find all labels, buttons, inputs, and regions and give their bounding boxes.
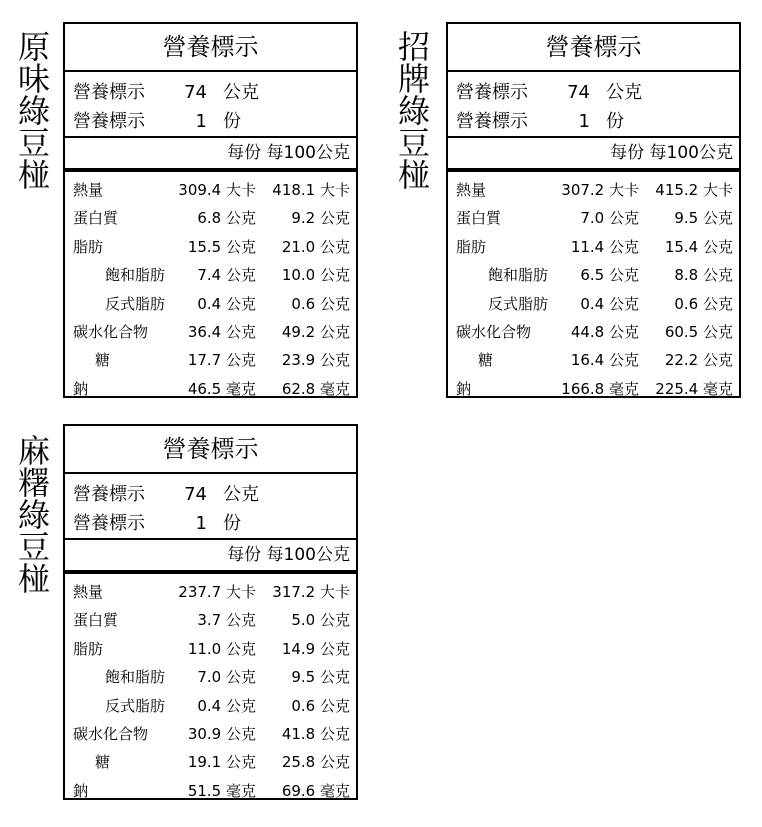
product-name-mochi: 麻糬綠豆椪 (13, 434, 51, 594)
per-100-value: 5.0 公克 (291, 611, 350, 630)
per-serving-value: 7.4 公克 (197, 266, 256, 285)
table-row (448, 233, 739, 261)
serving-size-value: 74 (567, 82, 590, 103)
per-serving-value: 16.4 公克 (570, 351, 639, 370)
table-row (448, 204, 739, 232)
column-header (448, 138, 739, 172)
col-per-serving: 每份 (227, 143, 262, 163)
nutrient-name: 蛋白質 (456, 209, 502, 228)
nutrient-name: 熱量 (73, 583, 104, 601)
per-100-value: 41.8 公克 (281, 724, 350, 743)
nutrient-name: 鈉 (73, 379, 89, 398)
nutrient-name: 糖 (478, 351, 494, 370)
table-row (448, 290, 739, 318)
serving-section (65, 474, 356, 540)
table-row (65, 261, 356, 289)
product-name-signature: 招牌綠豆椪 (393, 30, 431, 190)
per-100-value: 225.4 毫克 (655, 379, 733, 398)
nutrient-name: 熱量 (456, 181, 487, 199)
serving-section (448, 72, 739, 138)
per-serving-value: 17.7 公克 (187, 351, 256, 370)
per-serving-value: 11.0 公克 (187, 639, 256, 658)
label-title: 營養標示 (448, 24, 739, 72)
col-per-serving: 每份 (610, 143, 645, 163)
table-row (65, 318, 356, 346)
per-serving-value: 237.7 大卡 (178, 583, 256, 601)
col-per-100: 每100公克 (266, 545, 350, 565)
nutrient-name: 鈉 (456, 379, 472, 398)
per-100-value: 0.6 公克 (291, 294, 350, 313)
serving-size-value: 74 (184, 484, 207, 505)
nutrient-name: 飽和脂肪 (105, 668, 166, 687)
per-100-value: 49.2 公克 (281, 322, 350, 341)
per-100-value: 21.0 公克 (281, 237, 350, 256)
serving-size-unit: 公克 (223, 82, 259, 103)
table-row (65, 720, 356, 748)
nutrient-name: 蛋白質 (73, 611, 119, 630)
serving-size-unit: 公克 (606, 82, 642, 103)
per-100-value: 15.4 公克 (664, 237, 733, 256)
serving-size-label: 營養標示 (456, 82, 528, 103)
servings-value: 1 (578, 111, 590, 132)
table-row (448, 346, 739, 374)
serving-size-label: 營養標示 (73, 484, 145, 505)
per-100-value: 62.8 毫克 (281, 379, 350, 398)
nutrient-rows (65, 172, 356, 403)
product-name-original: 原味綠豆椪 (13, 30, 51, 190)
table-row (65, 176, 356, 204)
servings-unit: 份 (223, 111, 241, 132)
table-row (448, 176, 739, 204)
per-100-value: 418.1 大卡 (272, 181, 350, 199)
per-serving-value: 30.9 公克 (187, 724, 256, 743)
per-serving-value: 44.8 公克 (570, 322, 639, 341)
col-per-serving: 每份 (227, 545, 262, 565)
per-serving-value: 46.5 毫克 (187, 379, 256, 398)
servings-label: 營養標示 (456, 111, 528, 132)
per-100-value: 25.8 公克 (281, 753, 350, 772)
serving-size-label: 營養標示 (73, 82, 145, 103)
per-100-value: 23.9 公克 (281, 351, 350, 370)
per-100-value: 0.6 公克 (674, 294, 733, 313)
per-serving-value: 309.4 大卡 (178, 181, 256, 199)
col-per-100: 每100公克 (649, 143, 733, 163)
per-serving-value: 7.0 公克 (197, 668, 256, 687)
per-serving-value: 51.5 毫克 (187, 781, 256, 800)
nutrient-name: 脂肪 (73, 237, 104, 256)
column-header (65, 540, 356, 574)
nutrient-name: 糖 (95, 753, 111, 772)
table-row (65, 663, 356, 691)
table-row (65, 578, 356, 606)
nutrient-name: 碳水化合物 (73, 322, 149, 341)
table-row (65, 375, 356, 403)
label-title: 營養標示 (65, 24, 356, 72)
table-row (65, 204, 356, 232)
label-title: 營養標示 (65, 426, 356, 474)
nutrient-name: 反式脂肪 (105, 294, 166, 313)
nutrient-name: 碳水化合物 (73, 724, 149, 743)
nutrient-name: 反式脂肪 (105, 696, 166, 715)
per-100-value: 14.9 公克 (281, 639, 350, 658)
nutrient-rows (448, 172, 739, 403)
col-per-100: 每100公克 (266, 143, 350, 163)
serving-section (65, 72, 356, 138)
nutrition-label-signature (446, 22, 741, 398)
per-serving-value: 11.4 公克 (570, 237, 639, 256)
per-serving-value: 7.0 公克 (580, 209, 639, 228)
table-row (448, 318, 739, 346)
nutrient-name: 蛋白質 (73, 209, 119, 228)
nutrient-name: 飽和脂肪 (105, 266, 166, 285)
column-header (65, 138, 356, 172)
table-row (448, 261, 739, 289)
nutrient-name: 糖 (95, 351, 111, 370)
per-serving-value: 0.4 公克 (580, 294, 639, 313)
servings-label: 營養標示 (73, 513, 145, 534)
servings-unit: 份 (223, 513, 241, 534)
per-serving-value: 6.5 公克 (580, 266, 639, 285)
table-row (65, 777, 356, 805)
serving-size-unit: 公克 (223, 484, 259, 505)
nutrient-name: 熱量 (73, 181, 104, 199)
nutrient-name: 反式脂肪 (488, 294, 549, 313)
table-row (65, 748, 356, 776)
serving-size-value: 74 (184, 82, 207, 103)
per-serving-value: 36.4 公克 (187, 322, 256, 341)
per-serving-value: 0.4 公克 (197, 294, 256, 313)
nutrition-label-mochi (63, 424, 358, 800)
table-row (65, 635, 356, 663)
per-100-value: 9.5 公克 (291, 668, 350, 687)
nutrient-rows (65, 574, 356, 805)
nutrient-name: 飽和脂肪 (488, 266, 549, 285)
table-row (65, 290, 356, 318)
servings-value: 1 (195, 111, 207, 132)
per-100-value: 9.2 公克 (291, 209, 350, 228)
per-100-value: 22.2 公克 (664, 351, 733, 370)
per-100-value: 8.8 公克 (674, 266, 733, 285)
nutrient-name: 鈉 (73, 781, 89, 800)
per-100-value: 60.5 公克 (664, 322, 733, 341)
servings-label: 營養標示 (73, 111, 145, 132)
per-serving-value: 307.2 大卡 (561, 181, 639, 199)
per-100-value: 10.0 公克 (281, 266, 350, 285)
per-serving-value: 15.5 公克 (187, 237, 256, 256)
per-100-value: 0.6 公克 (291, 696, 350, 715)
per-serving-value: 0.4 公克 (197, 696, 256, 715)
table-row (448, 375, 739, 403)
nutrient-name: 碳水化合物 (456, 322, 532, 341)
nutrient-name: 脂肪 (73, 639, 104, 658)
per-serving-value: 166.8 毫克 (561, 379, 639, 398)
nutrition-label-original (63, 22, 358, 398)
nutrient-name: 脂肪 (456, 237, 487, 256)
table-row (65, 692, 356, 720)
table-row (65, 606, 356, 634)
per-serving-value: 3.7 公克 (197, 611, 256, 630)
per-serving-value: 19.1 公克 (187, 753, 256, 772)
table-row (65, 233, 356, 261)
table-row (65, 346, 356, 374)
per-serving-value: 6.8 公克 (197, 209, 256, 228)
per-100-value: 9.5 公克 (674, 209, 733, 228)
per-100-value: 69.6 毫克 (281, 781, 350, 800)
servings-value: 1 (195, 513, 207, 534)
servings-unit: 份 (606, 111, 624, 132)
per-100-value: 415.2 大卡 (655, 181, 733, 199)
per-100-value: 317.2 大卡 (272, 583, 350, 601)
